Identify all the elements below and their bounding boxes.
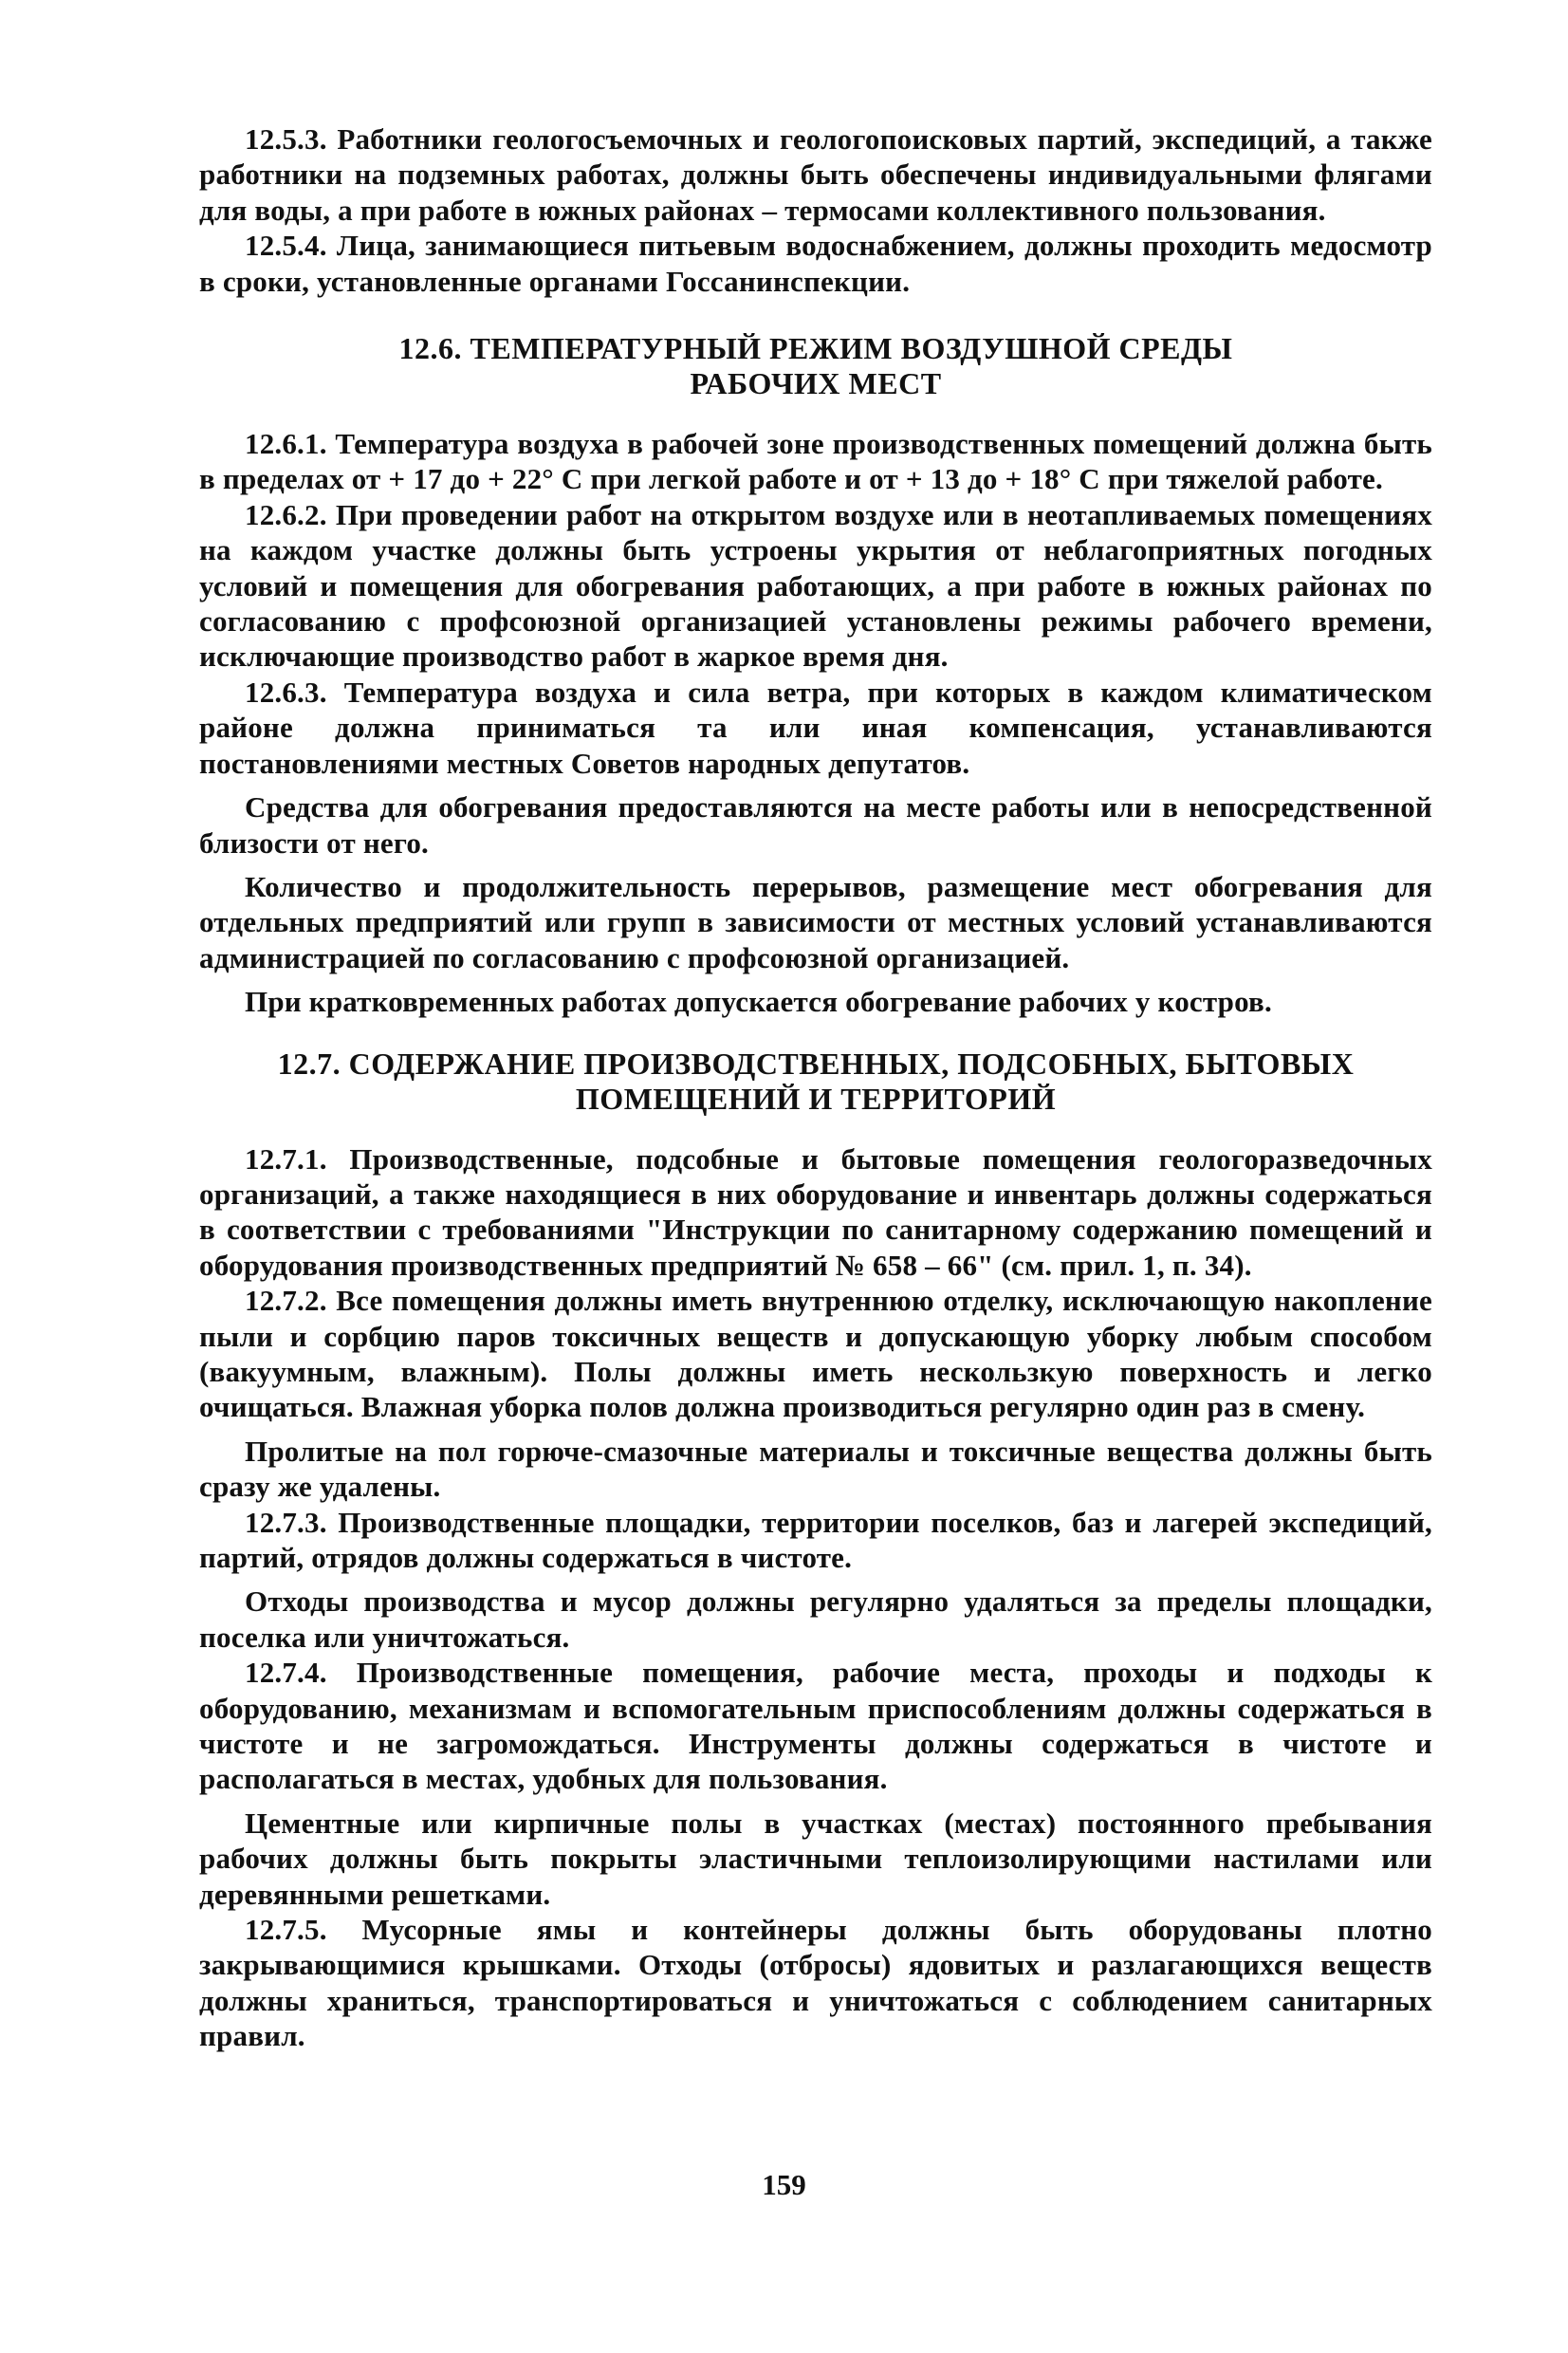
paragraph-12-6-1: 12.6.1. Температура воздуха в рабочей зоне производственных помещений должна быть в пределах от + 17 до + 22° С при легкой работе и от + 13 до + 18° С при тяжелой работе. [199, 427, 1432, 496]
section-heading-12-7 [199, 1047, 1432, 1117]
paragraph-12-7-5: 12.7.5. Мусорные ямы и контейнеры должны быть оборудованы плотно закрывающимися крышками. Отходы (отбросы) ядовитых и разлагающихся веществ должны храниться, транспортироваться и уничтожаться с соблюдением санитарных правил. [199, 1913, 1432, 2053]
paragraph-12-5-4: 12.5.4. Лица, занимающиеся питьевым водоснабжением, должны проходить медосмотр в сроки, установленные органами Госсанинспекции. [199, 229, 1432, 298]
paragraph-12-5-3: 12.5.3. Работники геологосъемочных и геологопоисковых партий, экспедиций, а также работники на подземных работах, должны быть обеспечены индивидуальными флягами для воды, а при работе в южных районах – термосами коллективного пользования. [199, 122, 1432, 227]
paragraph-spilled-materials: Пролитые на пол горюче-смазочные материалы и токсичные вещества должны быть сразу же удалены. [199, 1434, 1432, 1504]
paragraph-12-7-3: 12.7.3. Производственные площадки, территории поселков, баз и лагерей экспедиций, партий, отрядов должны содержаться в чистоте. [199, 1505, 1432, 1574]
section-heading-12-7-line1: 12.7. СОДЕРЖАНИЕ ПРОИЗВОДСТВЕННЫХ, ПОДСОБНЫХ, БЫТОВЫХ [277, 1046, 1355, 1081]
section-heading-12-6 [199, 331, 1432, 401]
paragraph-12-6-2: 12.6.2. При проведении работ на открытом воздухе или в неотапливаемых помещениях на каждом участке должны быть устроены укрытия от неблагоприятных погодных условий и помещения для обогревания работающих, а при работе в южных районах по согласованию с профсоюзной организацией установлены режимы рабочего времени, исключающие производство работ в жаркое время дня. [199, 497, 1432, 674]
paragraph-heating-means: Средства для обогревания предоставляются на месте работы или в непосредственной близости от него. [199, 790, 1432, 860]
paragraph-12-7-2: 12.7.2. Все помещения должны иметь внутреннюю отделку, исключающую накопление пыли и сорбцию паров токсичных веществ и допускающую уборку любым способом (вакуумным, влажным). Полы должны иметь нескользкую поверхность и легко очищаться. Влажная уборка полов должна производиться регулярно один раз в смену. [199, 1284, 1432, 1424]
paragraph-12-7-4: 12.7.4. Производственные помещения, рабочие места, проходы и подходы к оборудованию, механизмам и вспомогательным приспособлениям должны содержаться в чистоте и не загромождаться. Инструменты должны содержаться в чистоте и располагаться в местах, удобных для пользования. [199, 1656, 1432, 1796]
section-heading-12-7-line2: ПОМЕЩЕНИЙ И ТЕРРИТОРИЙ [575, 1081, 1057, 1116]
page-number: 159 [762, 2168, 806, 2201]
section-heading-12-6-line2: РАБОЧИХ МЕСТ [690, 366, 942, 401]
paragraph-waste-removal: Отходы производства и мусор должны регулярно удаляться за пределы площадки, поселка или уничтожаться. [199, 1584, 1432, 1654]
paragraph-short-works: При кратковременных работах допускается обогревание рабочих у костров. [245, 985, 1272, 1019]
section-heading-12-6-line1: 12.6. ТЕМПЕРАТУРНЫЙ РЕЖИМ ВОЗДУШНОЙ СРЕДЫ [398, 331, 1233, 366]
document-page [199, 121, 1432, 2054]
paragraph-12-6-3: 12.6.3. Температура воздуха и сила ветра, при которых в каждом климатическом районе должна приниматься та или иная компенсация, устанавливаются постановлениями местных Советов народных депутатов. [199, 675, 1432, 780]
paragraph-breaks-count: Количество и продолжительность перерывов, размещение мест обогревания для отдельных предприятий или групп в зависимости от местных условий устанавливаются администрацией по согласованию с профсоюзной организацией. [199, 869, 1432, 974]
paragraph-cement-floors: Цементные или кирпичные полы в участках (местах) постоянного пребывания рабочих должны быть покрыты эластичными теплоизолирующими настилами или деревянными решетками. [199, 1806, 1432, 1911]
paragraph-12-7-1: 12.7.1. Производственные, подсобные и бытовые помещения геологоразведочных организаций, а также находящиеся в них оборудование и инвентарь должны содержаться в соответствии с требованиями "Инструкции по санитарному содержанию помещений и оборудования производственных предприятий № 658 – 66" (см. прил. 1, п. 34). [199, 1141, 1432, 1282]
